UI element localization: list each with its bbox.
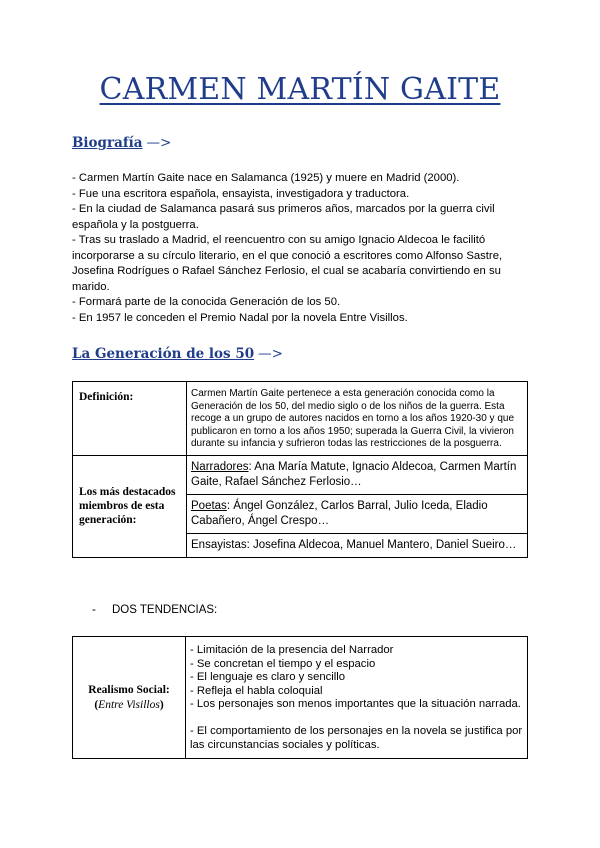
narradores-row — [73, 455, 528, 494]
realismo-item: - Los personajes son menos importantes que la situación narrada. — [190, 698, 521, 711]
tendencias-dash: - — [92, 604, 96, 616]
narradores-text: : Ana María Matute, Ignacio Aldecoa, Carmen Martín Gaite, Rafael Sánchez Ferlosio… — [191, 460, 517, 488]
miembros-label: Los más destacados miembros de esta generación: — [73, 455, 187, 557]
definicion-label: Definición: — [73, 382, 187, 456]
biografia-heading-text: Biografía — [72, 135, 143, 151]
bio-line: - Carmen Martín Gaite nace en Salamanca (1925) y muere en Madrid (2000). — [72, 172, 460, 184]
definicion-row — [73, 382, 528, 456]
tendencias-label: DOS TENDENCIAS: — [112, 604, 218, 616]
ensayistas-cell: Ensayistas: Josefina Aldecoa, Manuel Mantero, Daniel Sueiro… — [187, 533, 528, 557]
definicion-text: Carmen Martín Gaite pertenece a esta generación conocida como la Generación de los 50, del medio siglo o de los niños de la guerra. Esta recoge a un grupo de autores nacidos en torno a los años 1920-30 y que publicaron en torno a los años 1950; superada la Guerra Civil, la vivieron durante su infancia y sufrieron todas las restricciones de la posguerra. — [187, 382, 528, 456]
biografia-heading — [72, 135, 171, 151]
narradores-cell — [187, 455, 528, 494]
bio-line: - En la ciudad de Salamanca pasará sus primeros años, marcados por la guerra civil española y la postguerra. — [72, 203, 495, 231]
realismo-table — [72, 636, 528, 759]
generacion-arrow: —> — [258, 346, 283, 362]
realismo-close-paren: ) — [159, 698, 164, 711]
realismo-open-paren: ( — [94, 698, 99, 711]
generacion-heading-text: La Generación de los 50 — [72, 346, 255, 362]
realismo-novel: Entre Visillos — [98, 698, 160, 711]
narradores-label: Narradores — [191, 460, 249, 473]
realismo-label: Realismo Social: — [88, 683, 170, 696]
realismo-item: - Se concretan el tiempo y el espacio — [190, 657, 376, 670]
realismo-list — [190, 644, 523, 752]
realismo-item: - El lenguaje es claro y sencillo — [190, 671, 346, 684]
page-title: CARMEN MARTÍN GAITE — [99, 72, 501, 107]
bio-line: - Fue una escritora española, ensayista, investigadora y traductora. — [72, 187, 410, 200]
realismo-extra: - El comportamiento de los personajes en la novela se justifica por las circunstancias sociales y políticas. — [190, 724, 523, 751]
poetas-label: Poetas — [191, 499, 227, 512]
poetas-cell — [187, 494, 528, 533]
bio-line: - Formará parte de la conocida Generación de los 50. — [72, 296, 341, 308]
bio-line: - En 1957 le conceden el Premio Nadal por la novela Entre Visillos. — [72, 311, 408, 324]
realismo-content — [186, 637, 528, 759]
realismo-label-cell — [73, 637, 186, 759]
poetas-text: : Ángel González, Carlos Barral, Julio Iceda, Eladio Cabañero, Ángel Crespo… — [191, 499, 488, 527]
realismo-row — [73, 637, 528, 759]
tendencias-item — [92, 604, 217, 616]
realismo-item: - Limitación de la presencia del Narrador — [190, 644, 394, 656]
generacion-table — [72, 381, 528, 558]
biografia-list — [72, 171, 532, 326]
realismo-item: - Refleja el habla coloquial — [190, 684, 323, 697]
biografia-arrow: —> — [146, 135, 172, 151]
bio-line: - Tras su traslado a Madrid, el reencuentro con su amigo Ignacio Aldecoa le facilitó incorporarse a su círculo literario, en el que conoció a escritores como Alfonso Sastre, Josefina Rodrígues o Rafael Sánchez Ferlosio, el cual se acabaría convirtiendo en su marido. — [72, 234, 503, 293]
generacion-heading — [72, 346, 283, 362]
